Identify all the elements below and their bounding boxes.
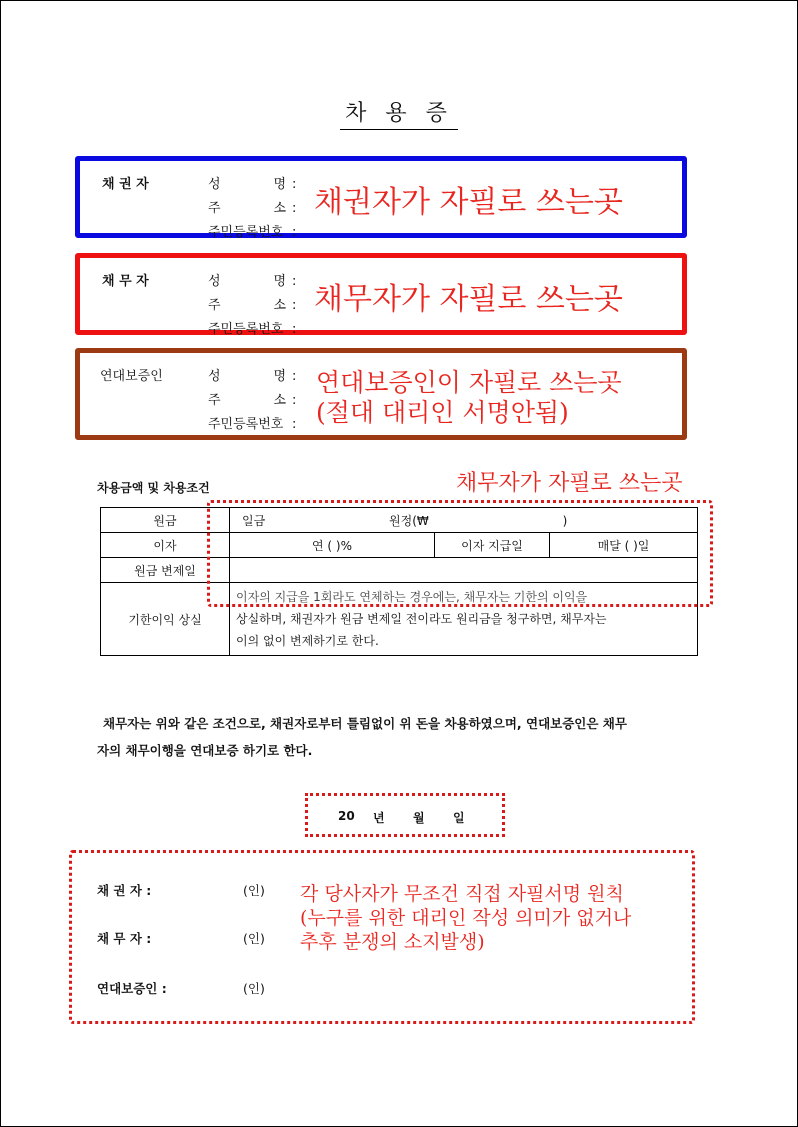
acceleration-line-3: 이의 없이 변제하기로 한다. [236,634,379,648]
acceleration-line-1: 이자의 지급을 1회라도 연체하는 경우에는, 채무자는 기한의 이익을 [236,590,588,604]
signature-note-1: 각 당사자가 무조건 직접 자필서명 원칙 [300,883,624,905]
guarantor-role-label: 연대보증인 [100,369,163,384]
statement-line-1: 채무자는 위와 같은 조건으로, 채권자로부터 틀림없이 위 돈을 차용하였으며, 연대보증인은 채무 [103,716,627,731]
creditor-role-label: 채 권 자 [102,177,149,192]
creditor-address-field[interactable]: 주 소 : [208,201,297,216]
principal-value-b: 원정(₩ [389,513,429,528]
loan-statement [97,710,709,764]
interest-payday-label: 이자 지급일 [435,533,550,558]
guarantor-handwriting-note-2: (절대 대리인 서명안됨) [316,398,569,427]
terms-handwriting-note: 채무자가 자필로 쓰는곳 [456,471,683,496]
terms-section-title: 차용금액 및 차용조건 [97,481,210,495]
statement-line-2: 자의 채무이행을 연대보증 하기로 한다. [97,743,313,758]
signature-note-2: (누구를 위한 대리인 작성 의미가 없거나 [300,907,632,929]
creditor-name-field[interactable]: 성 명 : [208,177,297,192]
principal-value-c: ) [562,513,568,528]
debtor-signature-label: 채 무 자 : [97,931,152,946]
debtor-terms-dotted-box [207,500,713,607]
date-month: 월 [413,811,425,825]
principal-label: 원금 [101,508,230,533]
debtor-rrn-field[interactable]: 주민등록번호 : [208,322,297,337]
guarantor-address-field[interactable]: 주 소 : [208,393,297,408]
acceleration-line-2: 상실하며, 채권자가 원금 변제일 전이라도 원리금을 청구하면, 채무자는 [236,612,607,626]
date-year-prefix: 20 [338,809,355,823]
creditor-seal[interactable]: (인) [243,883,265,898]
repayment-date-label: 원금 변제일 [101,558,230,583]
creditor-handwriting-note: 채권자가 자필로 쓰는곳 [314,185,623,220]
document-title: 차 용 증 [340,96,458,130]
interest-label: 이자 [101,533,230,558]
debtor-seal[interactable]: (인) [243,931,265,946]
debtor-handwriting-note: 채무자가 자필로 쓰는곳 [314,282,623,317]
guarantor-rrn-field[interactable]: 주민등록번호 : [208,417,297,432]
interest-rate-cell[interactable]: 연 ( )% [230,533,435,558]
creditor-signature-label: 채 권 자 : [97,883,152,898]
creditor-rrn-field[interactable]: 주민등록번호 : [208,225,297,240]
date-box[interactable] [305,793,505,837]
guarantor-seal[interactable]: (인) [243,981,265,996]
principal-value-a: 일금 [242,513,266,528]
debtor-name-field[interactable]: 성 명 : [208,274,297,289]
guarantor-handwriting-note-1: 연대보증인이 자필로 쓰는곳 [316,368,622,397]
acceleration-label: 기한이익 상실 [101,583,230,656]
date-year: 년 [373,811,385,825]
guarantor-signature-label: 연대보증인 : [97,981,167,996]
signature-note-3: 추후 분쟁의 소지발생) [300,931,485,953]
interest-payday-cell[interactable]: 매달 ( )일 [550,533,698,558]
debtor-role-label: 채 무 자 [102,274,149,289]
debtor-address-field[interactable]: 주 소 : [208,298,297,313]
guarantor-name-field[interactable]: 성 명 : [208,369,297,384]
date-day: 일 [453,811,465,825]
